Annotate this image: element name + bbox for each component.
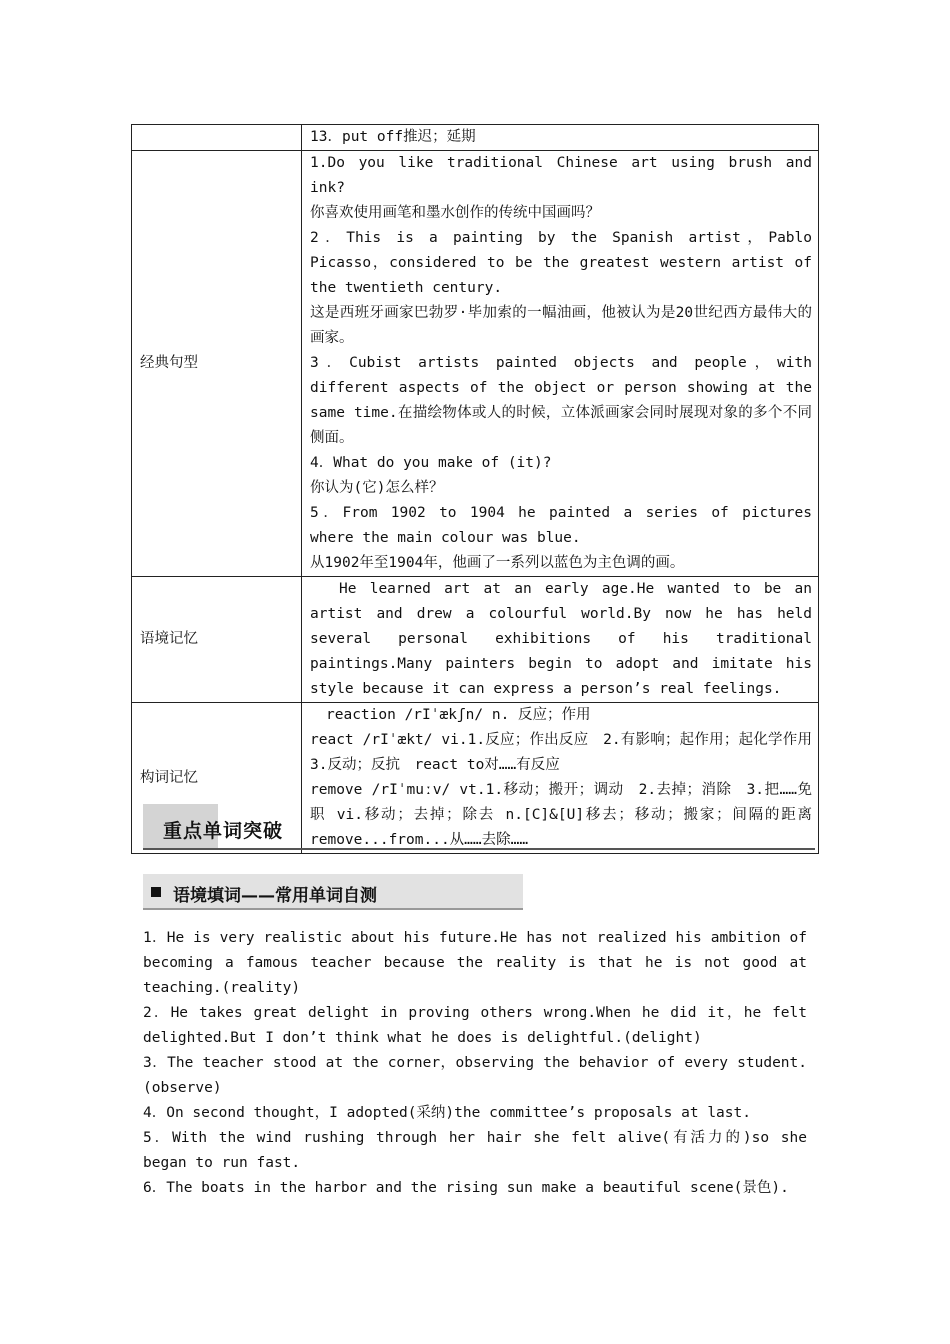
- sentence-line: 3．Cubist artists painted objects and people，with different aspects of the object or person showing at the same time.在描绘物体或人的时候，立体派画家会同时展现对象的多个不同侧面。: [310, 355, 812, 446]
- square-bullet-icon: [151, 887, 161, 897]
- section-heading-text: 重点单词突破: [163, 820, 284, 842]
- sentence-line: 从1902年至1904年，他画了一系列以蓝色为主色调的画。: [310, 555, 685, 571]
- sentence-line: 你喜欢使用画笔和墨水创作的传统中国画吗？: [310, 205, 600, 221]
- word-formation-line: reaction /rIˈækʃn/ n. 反应；作用: [326, 707, 591, 723]
- row-label-context-memory: 语境记忆: [132, 577, 302, 703]
- row-label-word-formation: 构词记忆: [132, 703, 302, 854]
- table-row: [132, 125, 819, 151]
- row-label-classic-sentences: 经典句型: [132, 151, 302, 577]
- row-label: [132, 125, 302, 151]
- word-formation-line: react /rIˈækt/ vi.1.反应；作出反应 2.有影响；起作用；起化学作用 3.反动；反抗 react to对……有反应: [310, 732, 827, 773]
- section-heading: [143, 804, 815, 850]
- vocabulary-table: [131, 124, 827, 854]
- table-row: [132, 151, 819, 577]
- exercise-item: 6．The boats in the harbor and the rising sun make a beautiful scene(景色).: [143, 1180, 789, 1196]
- subsection-heading-text: 语境填词——常用单词自测: [173, 886, 377, 906]
- context-paragraph: He learned art at an early age.He wanted to be an artist and drew a colourful world.By now he has held several personal exhibitions of his traditional paintings.Many painters begin to adopt and imitate his style because it can express a person’s real feelings.: [302, 577, 819, 703]
- table-row: [132, 577, 819, 703]
- exercise-item: 2．He takes great delight in proving others wrong.When he did it，he felt delighted.But I don’t think what he does is delightful.(delight): [143, 1005, 807, 1046]
- exercise-item: 5．With the wind rushing through her hair she felt alive(有活力的)so she began to run fast.: [143, 1130, 807, 1171]
- exercise-list: [143, 926, 807, 1201]
- sentence-line: 5．From 1902 to 1904 he painted a series of pictures where the main colour was blue.: [310, 505, 812, 546]
- exercise-item: 4．On second thought，I adopted(采纳)the committee’s proposals at last.: [143, 1105, 751, 1121]
- sentence-line: 这是西班牙画家巴勃罗·毕加索的一幅油画，他被认为是20世纪西方最伟大的画家。: [310, 305, 812, 346]
- sentence-line: 2．This is a painting by the Spanish artist，Pablo Picasso，considered to be the greatest western artist of the twentieth century.: [310, 230, 812, 296]
- sentence-line: 4．What do you make of (it)?: [310, 455, 552, 471]
- exercise-item: 1．He is very realistic about his future.He has not realized his ambition of becoming a famous teacher because the reality is that he is not good at teaching.(reality): [143, 930, 807, 996]
- classic-sentences: [302, 151, 819, 577]
- sentence-line: 1.Do you like traditional Chinese art using brush and ink?: [310, 155, 812, 196]
- sentence-line: 你认为(它)怎么样？: [310, 480, 444, 496]
- exercise-item: 3．The teacher stood at the corner，observing the behavior of every student.(observe): [143, 1055, 807, 1096]
- word-formation-line: remove /rIˈmuːv/ vt.1.移动；搬开；调动 2.去掉；消除 3.把……免职 vi.移动；去掉；除去 n.[C]&[U]移去；移动；搬家；间隔的距离 remove...from...从……去除……: [310, 782, 827, 848]
- phrase-item: 13．put off推迟；延期: [302, 125, 819, 151]
- subsection-heading: [143, 874, 523, 910]
